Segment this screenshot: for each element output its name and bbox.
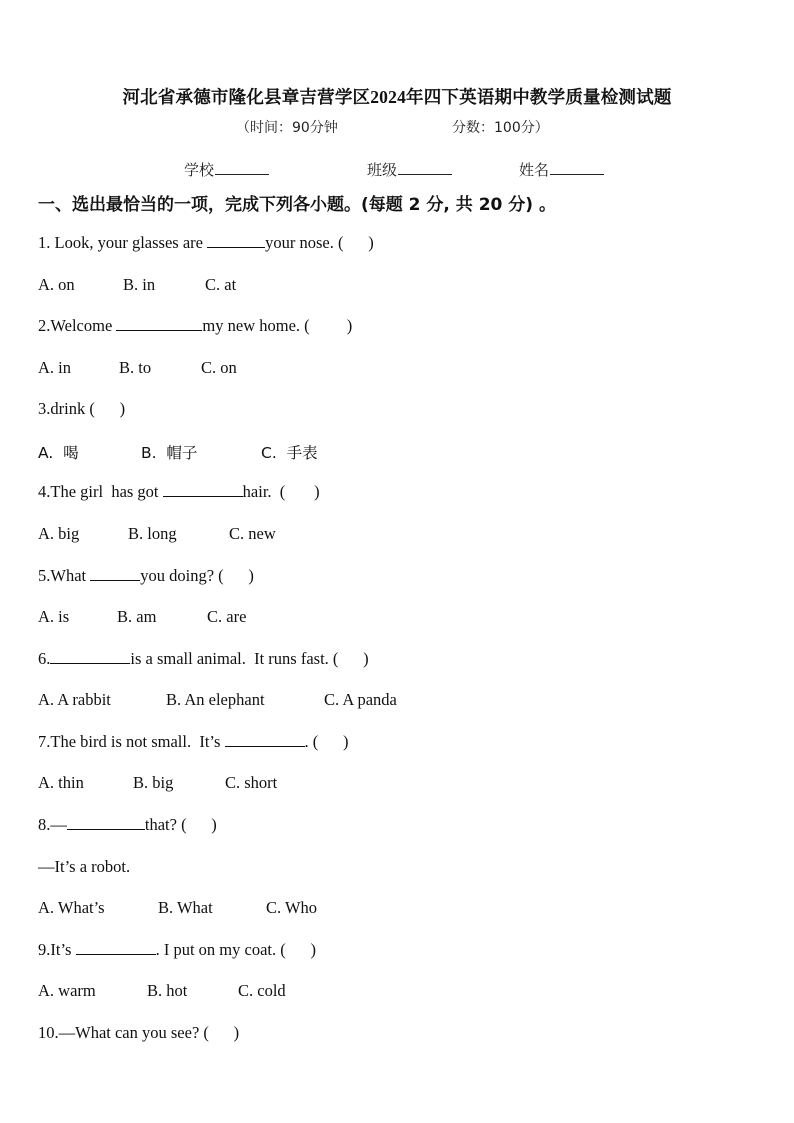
option-c[interactable]: C. at: [205, 275, 237, 294]
question-10: 10.—What can you see? ( ): [38, 1023, 240, 1042]
answer-blank[interactable]: [67, 815, 145, 830]
option-b[interactable]: B. in: [123, 275, 156, 294]
option-c[interactable]: C. are: [207, 607, 247, 626]
question-text: 7.The bird is not small. It’s: [38, 732, 225, 751]
question-text: 8.—: [38, 815, 67, 834]
question-7: [38, 732, 349, 752]
exam-score: 分数：100分）: [452, 120, 549, 136]
question-2: [38, 316, 352, 336]
question-9: [38, 940, 316, 960]
option-b[interactable]: B. long: [128, 524, 177, 543]
question-3: 3.drink ( ): [38, 399, 126, 418]
option-b[interactable]: B. hot: [147, 981, 188, 1000]
exam-time: （时间：90分钟: [236, 120, 338, 136]
question-text: is a small animal. It runs fast. ( ): [130, 649, 369, 668]
option-a[interactable]: A. A rabbit: [38, 690, 111, 709]
answer-blank[interactable]: [116, 316, 202, 331]
option-a[interactable]: A. 喝: [38, 444, 79, 462]
question-text: 6.: [38, 649, 51, 668]
name-label: 姓名: [519, 161, 550, 179]
school-blank[interactable]: [215, 160, 269, 175]
question-text: 9.It’s: [38, 940, 76, 959]
option-a[interactable]: A. in: [38, 358, 71, 377]
section-heading: 一、选出最恰当的一项，完成下列各小题。(每题 2 分, 共 20 分) 。: [38, 195, 556, 215]
question-text: 1. Look, your glasses are: [38, 233, 208, 252]
option-a[interactable]: A. warm: [38, 981, 96, 1000]
question-8-response: —It’s a robot.: [38, 857, 131, 876]
question-text: . ( ): [304, 732, 349, 751]
question-text: 5.What: [38, 566, 91, 585]
question-5: [38, 566, 254, 586]
question-text: my new home. ( ): [202, 316, 353, 335]
answer-blank[interactable]: [50, 649, 130, 664]
answer-blank[interactable]: [76, 940, 156, 955]
question-text: 4.The girl has got: [38, 482, 163, 501]
option-c[interactable]: C. cold: [238, 981, 286, 1000]
school-field: [184, 159, 269, 180]
class-field: [367, 159, 452, 180]
question-text: your nose. ( ): [265, 233, 374, 252]
question-text: . I put on my coat. ( ): [155, 940, 316, 959]
option-c[interactable]: C. new: [229, 524, 276, 543]
option-a[interactable]: A. What’s: [38, 898, 105, 917]
option-b[interactable]: B. to: [119, 358, 152, 377]
name-blank[interactable]: [550, 160, 604, 175]
name-field: [519, 159, 604, 180]
option-c[interactable]: C. A panda: [324, 690, 397, 709]
option-b[interactable]: B. am: [117, 607, 157, 626]
option-a[interactable]: A. on: [38, 275, 75, 294]
question-6: [38, 649, 369, 669]
question-4: [38, 482, 320, 502]
exam-title: 河北省承德市隆化县章吉营学区2024年四下英语期中教学质量检测试题: [122, 87, 672, 107]
class-blank[interactable]: [398, 160, 452, 175]
question-text: hair. ( ): [242, 482, 320, 501]
answer-blank[interactable]: [225, 732, 305, 747]
option-b[interactable]: B. big: [133, 773, 174, 792]
answer-blank[interactable]: [207, 233, 265, 248]
question-text: you doing? ( ): [140, 566, 254, 585]
option-b[interactable]: B. An elephant: [166, 690, 265, 709]
option-a[interactable]: A. big: [38, 524, 80, 543]
option-a[interactable]: A. is: [38, 607, 70, 626]
question-text: that? ( ): [144, 815, 217, 834]
option-b[interactable]: B. What: [158, 898, 213, 917]
question-1: [38, 233, 374, 253]
question-text: 2.Welcome: [38, 316, 117, 335]
answer-blank[interactable]: [163, 482, 243, 497]
question-8: [38, 815, 217, 835]
option-c[interactable]: C. on: [201, 358, 237, 377]
school-label: 学校: [184, 161, 215, 179]
option-c[interactable]: C. Who: [266, 898, 318, 917]
option-c[interactable]: C. short: [225, 773, 278, 792]
option-b[interactable]: B. 帽子: [141, 444, 198, 462]
option-c[interactable]: C. 手表: [261, 444, 318, 462]
class-label: 班级: [367, 161, 398, 179]
answer-blank[interactable]: [90, 566, 140, 581]
option-a[interactable]: A. thin: [38, 773, 84, 792]
